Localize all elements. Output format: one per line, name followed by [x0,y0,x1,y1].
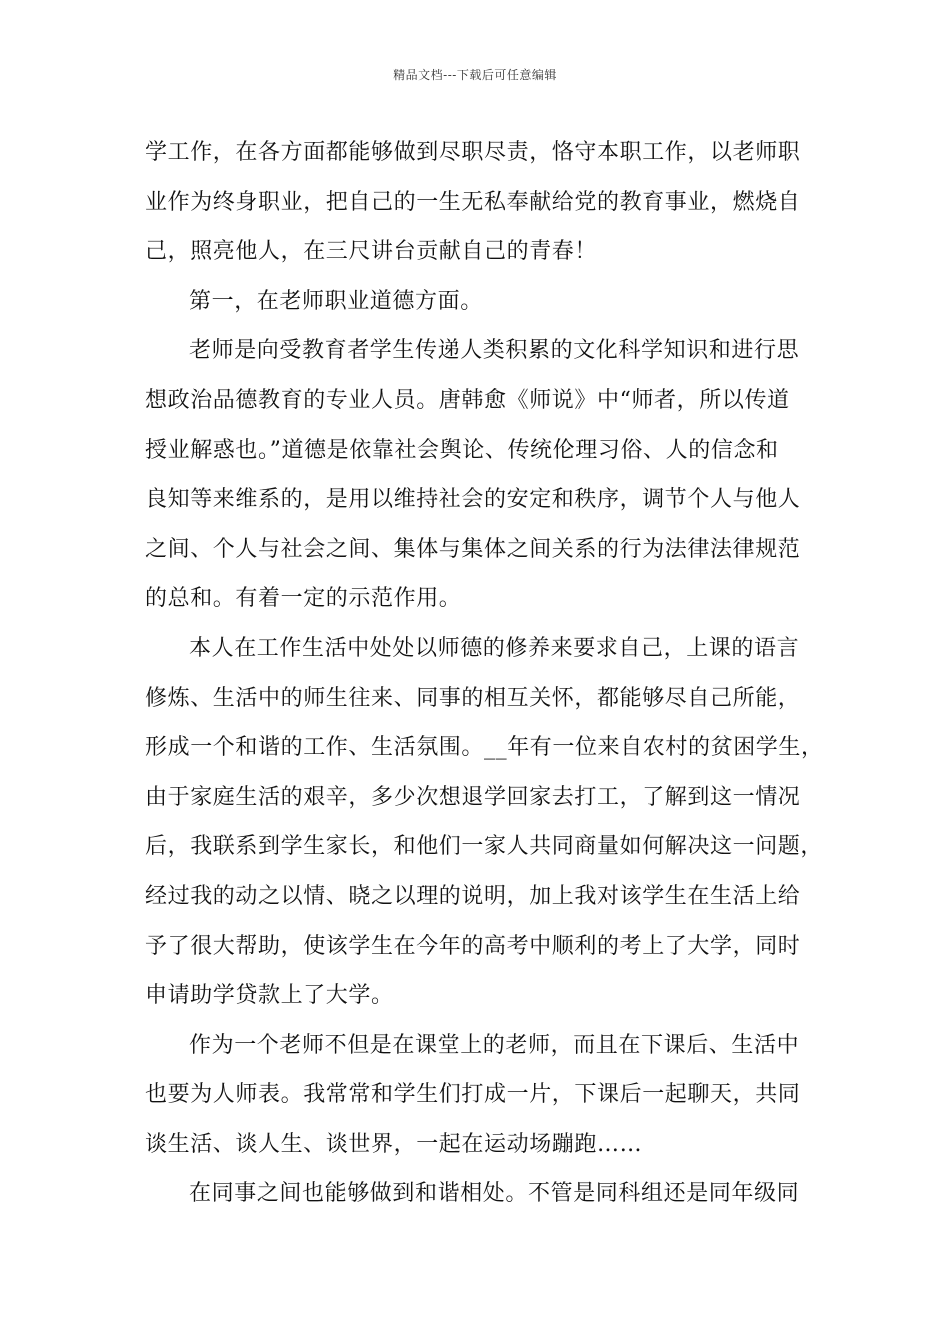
text-line: 授业解惑也。”道德是依靠社会舆论、传统伦理习俗、人的信念和 [145,437,779,463]
text-line: 经过我的动之以情、晓之以理的说明，加上我对该学生在生活上给 [145,883,801,909]
text-line: 本人在工作生活中处处以师德的修养来要求自己，上课的语言 [189,635,800,661]
text-line: 想政治品德教育的专业人员。唐韩愈《师说》中“师者，所以传道 [145,387,790,413]
text-line: 修炼、生活中的师生往来、同事的相互关怀，都能够尽自己所能， [145,685,801,711]
text-line: 后，我联系到学生家长，和他们一家人共同商量如何解决这一问题， [145,834,824,860]
text-line: 形成一个和谐的工作、生活氛围。__年有一位来自农村的贫困学生， [145,735,824,761]
text-line: 在同事之间也能够做到和谐相处。不管是同科组还是同年级同 [189,1181,800,1207]
text-line: 的总和。有着一定的示范作用。 [145,586,462,612]
text-line: 由于家庭生活的艰辛，多少次想退学回家去打工，了解到这一情况 [145,784,801,810]
text-line: 己，照亮他人，在三尺讲台贡献自己的青春！ [145,239,598,265]
text-line: 予了很大帮助，使该学生在今年的高考中顺利的考上了大学，同时 [145,933,801,959]
text-line: 申请助学贷款上了大学。 [145,983,394,1009]
page-header: 精品文档---下载后可任意编辑 [393,68,557,82]
text-line: 业作为终身职业，把自己的一生无私奉献给党的教育事业，燃烧自 [145,189,801,215]
text-line: 学工作，在各方面都能够做到尽职尽责，恪守本职工作，以老师职 [145,140,801,165]
document-body [145,128,825,1219]
text-line: 良知等来维系的，是用以维持社会的安定和秩序，调节个人与他人 [145,487,801,513]
text-line: 作为一个老师不但是在课堂上的老师，而且在下课后、生活中 [189,1032,800,1058]
text-line: 也要为人师表。我常常和学生们打成一片，下课后一起聊天，共同 [145,1082,801,1108]
text-line: 老师是向受教育者学生传递人类积累的文化科学知识和进行思 [189,338,800,364]
text-line: 谈生活、谈人生、谈世界，一起在运动场蹦跑…… [145,1131,643,1157]
section-heading: 第一，在老师职业道德方面。 [189,288,483,314]
text-line: 之间、个人与社会之间、集体与集体之间关系的行为法律法律规范 [145,536,801,562]
